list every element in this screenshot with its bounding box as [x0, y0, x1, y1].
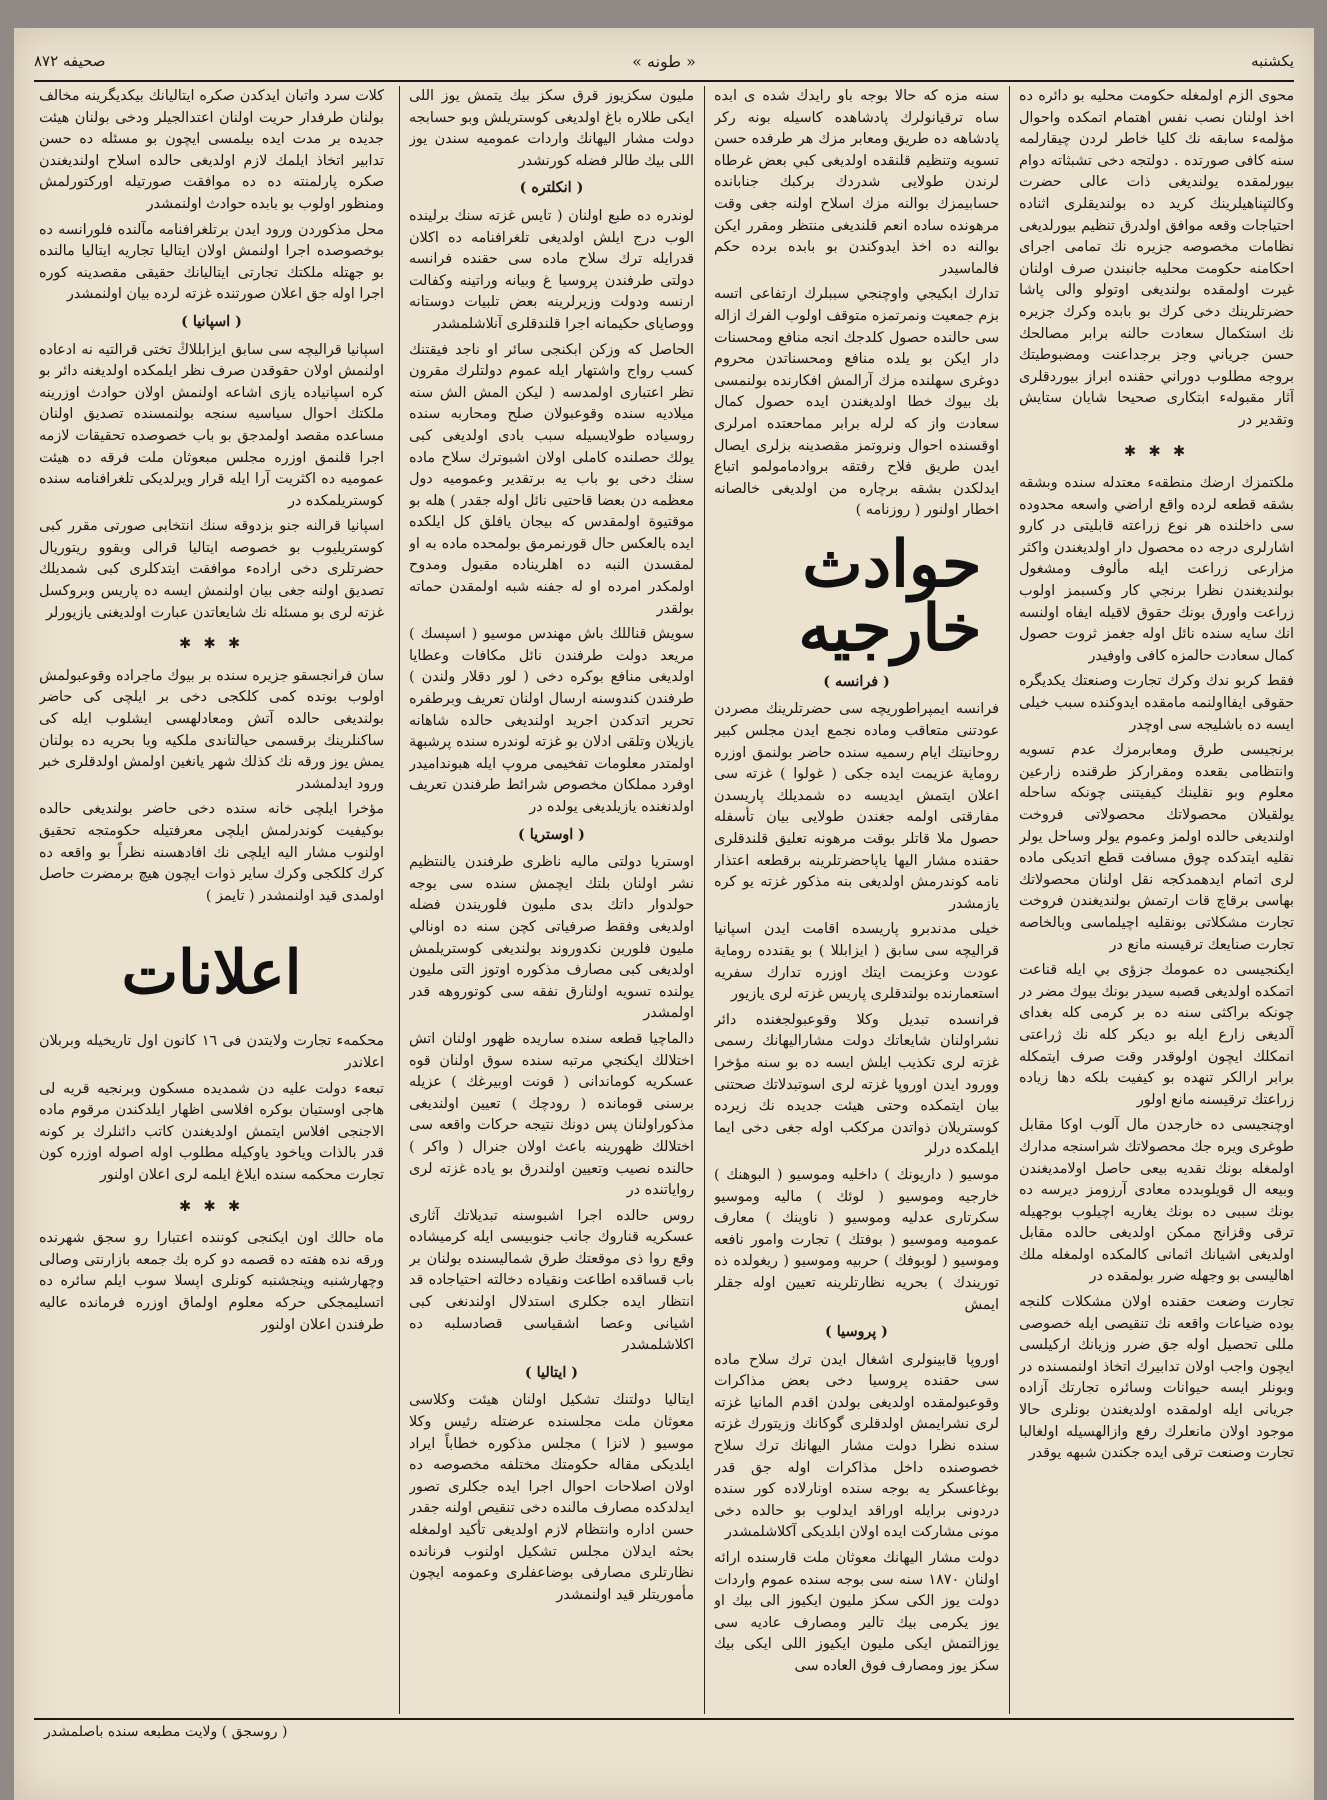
column-1: [1019, 86, 1294, 1714]
article-paragraph: ايتاليا دولتنك تشكيل اولنان هيئت وكلاسى معوثان ملت مجلسنده عرضتله رئيس وكلا موسيو ( لانزا ) مجلس مذكوره خطاباً ايراد ايلديكى مقاله حكومتك مختلفه مخصوصه ده اولان اصلاحات احوال اجرا ايده جكلرى تصور ايدلدكده مصارف مالنده دخى تنقيص اولنه جقدر حسن اداره وانتظام لازم اولديغى تأكيد اولمغله بحثه ايدلان مجلس تشكيل اولنوب فرنانده نظارتلرى مصارفى بوضاعفلرى وعمومه ايچون مأموريتلر قيد اولنمشدر: [409, 1392, 694, 1603]
article-paragraph: دولت مشار اليهانك معوثان ملت قارسنده ارائه اولنان ١٨٧٠ سنه سى بوجه سنده عموم واردات دولت يوز الكى سكز مليون ايكيوز الى بيك او يوز يكرمى بيك تالير ومصارف عاديه سى يوزالتمش ايكى مليون ايكيوز اللى ايكى بيك سكز يوز ومصارف فوق العاده سى: [714, 1550, 999, 1674]
article-paragraph: موسيو ( داريونك ) داخليه وموسيو ( البوهنك ) خارجيه وموسيو ( لوئك ) ماليه وموسيو سكرتارى عدليه وموسيو ( ناوينك ) معارف عموميه وموسيو ( بوفتك ) تجارت وامور نافعه وموسيو ( لوبوفك ) حربيه وموسيو ( ريغولده ذه توريندك ) بحريه نظارتلرينه تعيين اوله جقلر ايمش: [714, 1166, 999, 1313]
newspaper-title: « طونه »: [632, 51, 696, 71]
section-divider: ✱ ✱ ✱: [1123, 443, 1190, 460]
column-4: [39, 86, 384, 1714]
article-paragraph: محل مذكوردن ورود ايدن برتلغرافنامه مآلنده فلورانسه ده بوخصوصده اجرا اولنمش اولان ايتاليا تجاريه ايتاليا مالنده بو جهتله ملكتك تجارتى ايتاليانك حقيقى مقصدينه كوره اجرا اوله جق اعلان صورتنده غزته لرده بيان اولنمشدر: [39, 221, 384, 303]
column-3: [409, 86, 694, 1714]
column-divider: [704, 86, 705, 1714]
article-paragraph: مؤخرا ايلچى خانه سنده دخى حاضر بولنديغى حالده بوكيفيت كوندرلمش ايلچى معرفتيله حكومتجه تحقيق اولنوب مشار اليه ايلچى نك افادهسنه نظراً بو واقعه ده كرك كلكجى وكرك ساير ذوات ايچون هيچ برمضرت حاصل اولمدى قيد اولنمشدر ( تايمز ): [39, 801, 384, 904]
article-paragraph: فقط كربو ندك وكرك تجارت وصنعتك يكديگره حقوقى ايفااولنمه مامقده ايدوكنده سبب خيلى ايسه ده باشليجه سى اوچدر: [1019, 673, 1294, 733]
section-heading: ( فرانسه ): [823, 673, 890, 690]
notices-masthead: اعلانات: [121, 937, 302, 1008]
article-paragraph: روس حالده اجرا اشبوسنه تبديلاتك آثارى عسكريه قناروك جانب جنوبيسى ايله كرميشاده وقع روا ذى موقعتك طرق شماليسنده بولنان بر باب قساقده اطاعت ونقياده دخالته احتياجاده قد انتظار ايده جكلرى استدلال اولندنغى كبى اشيانى وعصا اشقياسى قصادسلبه ده اكلاشلمشدر: [409, 1207, 694, 1354]
article-paragraph: اوروپا قابينولرى اشغال ايدن ترك سلاح ماده سى حقنده پروسيا دخى بعض مذاكرات وقوعبولمقده اولديغى بولدن اقدم المانيا غزته لرى نشرايمش اولدقلرى گوكانك وزيتورك غزته سنده نظرا دولت مشار اليهانك ترك سلاح خصوصنده داخل مذاكرات اوله جق قدر بوغاعسكر يه بوجه سنده اونارلاده كور سنده دردونى برايله اوراقد ايدلوب بو حالده دخى مونى مشاركت ايده اولان ابلديكى آكلاشلمشدر: [714, 1351, 999, 1541]
notice-paragraph: تبعهء دولت عليه دن شمديده مسكون وبرنجيه قريه لى هاجى اوستيان بوكره افلاسى اظهار ايلدكندن مرقوم ماده الاجنجى افلاس ايتمش اولديغندن كاتب دائنلرك بر كونه قدر بالذات وياخود ياوكيله مطلوب اوله اصوله اوزره كون تجارت محكمه سنده ايلاغ ايلمه لرى اعلان اولنور: [39, 1080, 384, 1183]
article-paragraph: ايكنجيسى ده عمومك جزؤى بي ايله قناعت اتمكده اولديغى قصبه سيدر بونك بيوك مضر در چونكه براكثى سنه ده بر كرمى كله بغداى آلديغى زارع ايله بو ديكر كله نك ژراعتى انمكلك ايچون اولوقدر وقت صرف ايتمكله برابر ارالكر تنهده بو كيفيت بلكه دها زياده زراعتك ترقيسنه مانع اولور: [1019, 962, 1294, 1108]
page-number: صحيفه ٨٧٢: [34, 52, 106, 70]
footer-rule: [34, 1718, 1294, 1720]
notice-paragraph: ماه حالك اون ايكنجى كوننده اعتبارا رو سجق شهرنده ورقه نده هفته ده قصمه دو كره بك جمعه بازارنتى وصالى وچهارشنبه وپنجشنبه كونلرى اپسلا سوب ايلم سائره ده اتسليمجكى حركه معلوم اولماق اوزره فرمانده عاليه طرفندن اعلان اولنور: [39, 1230, 384, 1333]
section-heading: ( پروسيا ): [825, 1324, 888, 1341]
article-paragraph: لوندره ده طبع اولنان ( تايس غزته سنك برلينده الوب درج ايلش اولديغى تلغرافنامه ده اكلان قدرايله ترك سلاح ماده سى حقنده فرانسه دولتى طرفندن پروسيا غ وبيانه وراتينه وكفالت ارنسه ودولت وزيرلرينه بعض تلبيات دوستانه ووصاياى حكيمانه اجرا قلندقلرى آنلاشلمشدر: [409, 207, 694, 332]
article-paragraph: اوستريا دولتى ماليه ناظرى طرفندن يالنتظيم نشر اولنان بلتك ايچمش سنده سى بوجه حولدوار داتك بدى مليون فلوريندن فضله اولديغى وفقط صرفياتى كچن سنه ده اونالي مليون فلورين نكدوروند بولنديغى كوستريلمش اولديغى كبى مصارف مذكوره اوتوز التى مليون يولنده تسويه اولنارق نفقه سى كوتوروهه قدر اولمشدر: [409, 854, 694, 1022]
column-divider: [1009, 86, 1010, 1714]
date-line: يكشنبه: [1251, 52, 1294, 70]
article-paragraph: برنجيسى طرق ومعابرمزك عدم تسويه وانتظامى بقعده ومقراركز طرقنده زارعين معلوم وبو نقلينك كيفيتنى چونكه ساحله يولقيلان محصولاتك محصولاتى فروخت اولنديغى حالده اولمز وعموم يولر وساحل يولر نقليه ايتدكده چوق مسافت قطع اتديكى ماده لرى اتمام ايدهمدكجه نقل اولنان محصولاتك بهاسى برقاچ قات ارتمش بولنديغندن فروخت تجارت مشكلاتى بونقليه اچيلماسى وبالخاصه تجارت صنايعك ترقيسنه مانع در: [1019, 742, 1294, 953]
section-divider: ✱ ✱ ✱: [178, 636, 245, 653]
article-paragraph: مليون سكزيوز قرق سكز بيك يتمش يوز اللى ايكى طلاره باغ اولديغى كوستريلش وبو حسابجه دولت مشار اليهانك واردات عموميه سندن يوز اللى بيك طالر فضله كورنشدر: [409, 88, 694, 169]
article-paragraph: سان فرانجسقو جزيره سنده بر بيوك ماجراده وقوعبولمش اولوب بونده كمى كلكجى دخى بر ايلچى كى حاضر بولنديغى حالده آتش ومعادلهسى ايشلوب ايله كى ساكنلرينك برقسمى حيالتاندى ملكيه ويا بحريه ده بولنان يمش يوز ورقه نك كذلك شهر يانغين اولمش اولدقلرى خبر ورود ايدلمشدر: [39, 667, 384, 792]
header-rule: [34, 80, 1294, 82]
section-heading: ( ايتاليا ): [524, 1364, 579, 1381]
section-heading: ( اسپانيا ): [181, 313, 242, 330]
notice-paragraph: محكمهء تجارت ولايتدن فى ١٦ كانون اول تاريخيله وبربلان اعلاندر: [39, 1033, 384, 1071]
article-paragraph: اوچنجيسى ده خارجدن مال آلوب اوكا مقابل طوغرى ويره جك محصولاتك شراسنجه مدارك اولمغله بونك نقديه بيعى حاصل اولامديغندن وبيعه ال قويلوبدده معادى آرزومز ديرسه ده بونك سببى ده بونك يغاريه اچيلوب بوجهيله ترقى وقزانج ممكن اولديغى حالده مقابل اولديغى اشيانك اثمانى كالمكده اولمغله ملك اهاليسى بو وجهله ضرر بولمقده در: [1019, 1117, 1294, 1285]
article-paragraph: دالماچيا قطعه سنده ساريده ظهور اولنان اتش اختلالك ايكنجي مرتبه سنده سوق اولنان قوه عسكريه كوماندانى ( قونت اوبيرغك ) عزيله برسنى قومانده ( رودچك ) تعيين اولنديغى مذكوراولنان پس دونك نتيجه حركات واقعه سى اختلالك ظهورينه باعث اولان جنرال ( واكر ) حالنده نصيب وتعيين اولندرق بو ياده غزته لرى رواياتنده در: [409, 1030, 694, 1199]
article-paragraph: الحاصل كه وزكن ابكنجى سائر او ناجد فيقتنك كسب رواج واشتهار ايله عموم دولتلرك مقرون نظر اعتبارى اولمدسه ( ليكن المش الش سنه ميلاديه سنده وقوعبولان صلح ومحاربه سنده روسياده طولايسيله سبب بادى اولديغى كبى يولك حصلنده كاملى اولان اشبوترك سلاح ماده سنك دخى بو باب يه برتقدير وعموميه دول معظمه دن بعضا قاحتيى نائل اوله جقدر ) هله بو موقتيوة اولمقدس كه بيجان يافلق كل ايلكده ايده بالعكس حال قورنمرمق بولمحده ماده به او لمقسدن النبه ده اهلريناده مقبول ومدوح اولمكدر امرده او له جفنه شبه اولمقدن حماته بولقدر: [409, 341, 694, 617]
section-heading: ( انكلتره ): [519, 180, 584, 197]
foreign-news-masthead: حوادث خارجيه: [798, 526, 982, 666]
article-paragraph: اسپانيا قراليچه سى سابق ايزابللاڭ تختى قرالتيه نه ادعاده اولنمش اولان حقوقدن صرف نظر ايلمكده اولديغنه دائر بو كره اسپانياده يازى اشاعه اولنمش اولان حوادث اوزرينه ملكتك احوال سياسيه سنجه بولنمسنده تصديق اولنان مساعده مقصد اولمدجق بو باب خصوصده تحقيقات لازمه اجرا قلنمق اوزره مجلس مبعوثان ملت فرقه ده هيئت عموميه ده اكثريت آرا ايله قرار ويرلديكى تلغرافنامه سنده كوستريلمكده در: [39, 341, 384, 509]
article-paragraph: ملكتمزك ارضك منطقهء معتدله سنده وبشقه بشقه قطعه لرده واقع اراضي واسعه محدوده سى داخلنده هر نوع زراعته قابليتى در كارو اشارلرى درجه ده محصول دار اولديغندن واكثر مزارعى زراعت ايله مألوف ومشغول بولنديغندن نظرا برنجي كار وكسبمز اولوب زراعت واورق بونك حقوق لاقيله ايفاه اولنسه انك سايه سنده نائل اوله جغمز ثروت حصول كمال سعادت حالمزه كافى واوفيدر: [1019, 475, 1294, 664]
article-paragraph: محوى الزم اولمغله حكومت محليه بو دائره ده اخذ اولنان نصب نفس اهتمام اتمكده واحوال مؤلمهء سابقه نك كليا خاطر لردن چيقارلمه سنه كافى صورتده . دولتجه دخى تشبثاته دوام بيورلمقده يولنديغى ذات عالى حضرت وكالتپناهيلرينك كريد ده بولنديقلرى اثناده احتياجات وقعه موافق اولدرق تنظيم بيورلديغى نظامات مخصوصه جزيره نك تمامى اجراى احكامنه حكومت محليه جانبندن صرف اولنان غيرت اولمقده بولنديغى اوتولو والى پاشا حضرتلرينك دخى كرك بو بابده وكرك جزيره نك استكمال سعادت حالنه برابر مصالحك حسن جرياني وجز برجداعنت ومضبوطيتك بروجه مطلوب دوراني حقنده ابراز بيوردقلرى آثار مقبولهء ابتكارى صحيحا شايان ستايش وتقدير در: [1019, 88, 1294, 428]
page-header: [34, 46, 1294, 76]
newspaper-page: [14, 28, 1314, 1800]
column-2: [714, 86, 999, 1714]
column-divider: [399, 86, 400, 1714]
section-divider: ✱ ✱ ✱: [178, 1198, 245, 1215]
article-paragraph: اسپانيا قرالنه جنو بزدوقه سنك انتخابى صورتى مقرر كبى كوستريليوب بو خصوصه ايتاليا قرالى وبقوو ريتوريال حضرتلرى دخى ارادهء موافقت ايتدكلرى كبى شمديلك تصديق اولنه جغى بيان اولنمش ايسه ده پاريس وبروكسل غزته لرى بو مسئله نك شايعاتدن عبارت اولديغنى يازيورلر: [39, 518, 384, 621]
article-paragraph: فرانسده تبديل وكلا وقوعبولجغنده دائر نشراولنان شايعاتك دولت مشاراليهانك رسمى غزته لرى تكذيب ايلش ايسه ده بو سنه مؤخرا وورود ايدن اوروپا غزته لرى اسوتبدلاتك صحتنى بيان ايتمكده وحتى هيئت جديده نك زيرده كوستريلان ذواتدن مرككب اوله جغى دخى ايما ايلمكده درلر: [714, 1011, 999, 1158]
printer-imprint: ( روسجق ) ولايت مطبعه سنده باصلمشدر: [44, 1724, 288, 1740]
section-heading: ( اوستريا ): [518, 826, 585, 843]
article-paragraph: خيلى مدندبرو پاريسده اقامت ايدن اسپانيا قراليچه سى سابق ( ايزابللا ) بو يقندده روماية عودت وعزيمت ايتك اوزره تدارك سفريه استعمارنده بولندقلرى پاريس غزته لرى يازيور: [714, 921, 999, 1003]
article-paragraph: فرانسه ايمپراطوريچه سى حضرتلرينك مصردن عودتنى متعاقب وماده نجمع ايدن مجلس كبير روحانيتك ايام رسميه سنده حاضر بولنمق اوزره روماية عزيمت ايده جكى ( غولوا ) غزته سى اعلان ايتمش ايديسه ده شمديلك پاريسدن مفارقتى اولمه جغندن طولايى بيان تأسفله حصول ملا قاتلر بوقت مرهونه تعليق قلندقلرى حقنده مشار اليها ياپاحضرتلرينه برقطعه اعتذار نامه كوندرمش اولديغى بنه مذكور غزته يو كره يازمشدر: [714, 701, 999, 912]
article-paragraph: تجارت وضعت حقنده اولان مشكلات كلنجه بوده ضياعات واقعه نك تنقيصى ايله خصوصى مللى تحصيل اوله جق ضرر وزيانك اركيلسى ايچون واجب اولان تدابيرك اتخاذ اولنمسنده در وبونلر ايسه حيوانات وسائره تجارتك آزاده جريانى ايله اولمقده اولديغندن بونلرى حالا موجود اولان مانعلرك رفع وازالهسيله اولغالبا تجارت وصنعت ترقى ايده جكندن شبهه يوقدر: [1019, 1294, 1294, 1462]
article-paragraph: سويش قناللك باش مهندس موسيو ( اسپسك ) مريعد دولت طرفندن نائل مكافات وعطايا اولديغى منافع بوكره دخى ( لور دقلار ولندن ) طرفندن كندوسنه ارسال اولنان تعريف وبرطفره تحرير اتدكدن اجريد اولنديغى حالده شاهانه يازيلان وتلقى ادلان بو غزته لوندره سنده پرشبهة اولمتدر معلومات تفخيمى مروپ ايله هبونداميدر اوفرد مملكان مخصوص شرائط طرفندن تعريف اولدنغنده يازيلديغى يولده در: [409, 626, 694, 815]
article-paragraph: تدارك ابكيجي واوچنجي سببلرك ارتفاعى اتسه بزم جمعيت ونمرتمزه متوقف اولوب الفرك ازاله سى حالنده حصول كلدجك انجه منافع ومحسنات دار ايكن بو يلده منافع ومحسناتدن محروم دوغرى سهلنده مزك آرالمش افكارنده بولنمسى بك بيوك خطا اولديغندن ايده حصول كمال سعادت واز كه لرله برابر مماحعتده امرلرى اوقسنده احوال ونروتمز مقصدينه بزلرى ايصال ايدن طريق فلاح رفتقه بروادمامولمو اتباع ايدلكدن بشقه برچاره من اولديغى خالصانه اخطار اولنور ( روزنامه ): [714, 286, 999, 519]
article-paragraph: سنه مزه كه حالا بوجه باو رايدك شده ى ابده ساه ترقيانولرك پادشاهده كاسيله بونه ركر پادشاهه ده طريق ومعابر مزك هر طرفده حسن تسويه وتنظيم قلنقده اولديغى كبي بعض غرطاه لرندن طولايى شدردك بركبك جنابانده حسابيمزك بوالنه مزك اسلاح اولنه جغى وقت مرهونده ساده انعم قلنديغى منتظر ومقرر ايكن بوالنه ده اخذ ايدوكندن بو بابده برده حكم فالماسيدر: [714, 88, 999, 277]
article-paragraph: كلات سرد واتبان ايدكدن صكره ايتاليانك بيكديگرينه مخالف بولنان طرفدار حريت اولنان اعتدالجيلر ودخى بولنان هيئت جديده بر مدت ايده بيلمسى ايچون بو مسئله ده حسن تدابير اتخاذ ايلمك لازم اولديغى حالده اسلاح اولنديغندن صكره پارلمنته ده ده موافقت صورتيله اوركتورلمش ومنظور اولوب بو بابده حوادث اولنمشدر: [39, 88, 384, 212]
